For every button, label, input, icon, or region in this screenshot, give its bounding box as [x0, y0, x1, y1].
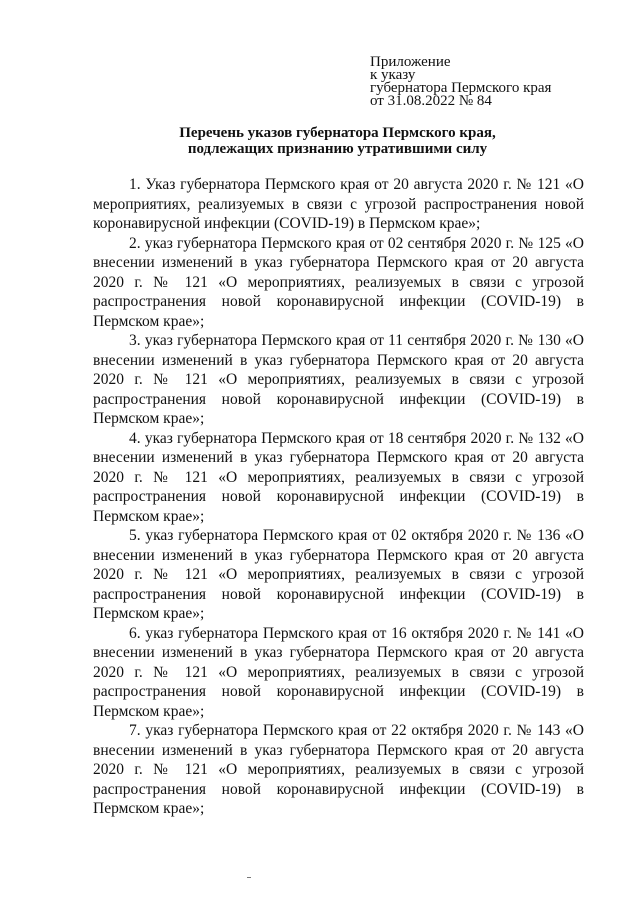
- title-line: Перечень указов губернатора Пермского края,: [179, 125, 496, 141]
- appendix-line: от 31.08.2022 № 84: [370, 93, 492, 109]
- scan-speck: [247, 877, 251, 878]
- list-item: 6. указ губернатора Пермского края от 16 октября 2020 г. № 141 «О внесении изменений в указ губернатора Пермского края от 20 августа 2020 г. № 121 «О мероприятиях, реализуемых в связи с угрозой распространения новой коронавирусной инфекции (COVID-19) в Пермском крае»;: [93, 624, 584, 720]
- title-line: подлежащих признанию утратившими силу: [187, 141, 488, 157]
- list-item: 2. указ губернатора Пермского края от 02 сентября 2020 г. № 125 «О внесении изменений в указ губернатора Пермского края от 20 августа 2020 г. № 121 «О мероприятиях, реализуемых в связи с угрозой распространения новой коронавирусной инфекции (COVID-19) в Пермском крае»;: [93, 234, 584, 330]
- appendix-header: [370, 56, 630, 108]
- list-item: 4. указ губернатора Пермского края от 18 сентября 2020 г. № 132 «О внесении изменений в указ губернатора Пермского края от 20 августа 2020 г. № 121 «О мероприятиях, реализуемых в связи с угрозой распространения новой коронавирусной инфекции (COVID-19) в Пермском крае»;: [93, 429, 584, 525]
- document-title: [90, 125, 585, 157]
- list-item: 1. Указ губернатора Пермского края от 20 августа 2020 г. № 121 «О мероприятиях, реализуемых в связи с угрозой распространения новой коронавирусной инфекции (COVID-19) в Пермском крае»;: [93, 176, 584, 232]
- appendix-line: губернатора Пермского края: [370, 80, 552, 96]
- appendix-line: к указу: [370, 67, 416, 83]
- list-item: 7. указ губернатора Пермского края от 22 октября 2020 г. № 143 «О внесении изменений в указ губернатора Пермского края от 20 августа 2020 г. № 121 «О мероприятиях, реализуемых в связи с угрозой распространения новой коронавирусной инфекции (COVID-19) в Пермском крае»;: [93, 722, 584, 817]
- decree-list: [93, 175, 584, 819]
- list-item: 3. указ губернатора Пермского края от 11 сентября 2020 г. № 130 «О внесении изменений в указ губернатора Пермского края от 20 августа 2020 г. № 121 «О мероприятиях, реализуемых в связи с угрозой распространения новой коронавирусной инфекции (COVID-19) в Пермском крае»;: [93, 332, 584, 427]
- list-item: 5. указ губернатора Пермского края от 02 октября 2020 г. № 136 «О внесении изменений в указ губернатора Пермского края от 20 августа 2020 г. № 121 «О мероприятиях, реализуемых в связи с угрозой распространения новой коронавирусной инфекции (COVID-19) в Пермском крае»;: [93, 527, 584, 622]
- appendix-line: Приложение: [370, 54, 451, 70]
